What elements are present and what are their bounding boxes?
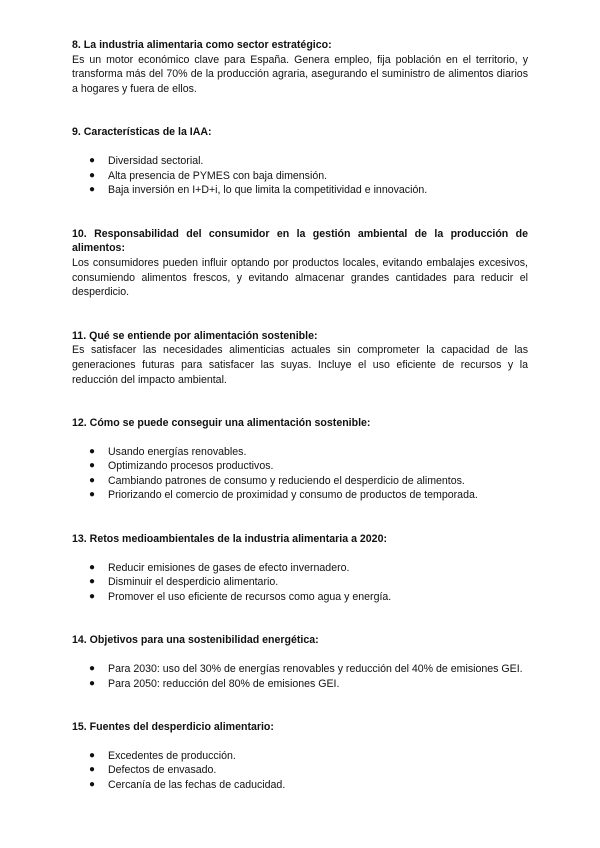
section-12	[72, 416, 528, 503]
bullet-icon: ●	[89, 576, 96, 588]
section-10	[72, 227, 528, 300]
list-item: ● Cambiando patrones de consumo y reduciendo el desperdicio de alimentos.	[89, 474, 465, 487]
list-item: ● Optimizando procesos productivos.	[89, 460, 274, 473]
list-item: ● Defectos de envasado.	[89, 764, 217, 777]
bullet-icon: ●	[89, 169, 96, 181]
list-item: ● Reducir emisiones de gases de efecto invernadero.	[89, 561, 350, 574]
list-item: ● Usando energías renovables.	[89, 445, 247, 458]
list-item: ● Alta presencia de PYMES con baja dimensión.	[89, 169, 328, 182]
bullet-list	[72, 154, 528, 198]
section-title: 12. Cómo se puede conseguir una alimentación sostenible:	[72, 417, 371, 430]
list-item: ● Cercanía de las fechas de caducidad.	[89, 779, 286, 791]
list-item: ● Excedentes de producción.	[89, 749, 236, 762]
bullet-icon: ●	[89, 561, 96, 573]
bullet-icon: ●	[89, 460, 96, 472]
list-item: ● Priorizando el comercio de proximidad y consumo de productos de temporada.	[89, 489, 478, 502]
section-paragraph: Es satisfacer las necesidades alimenticias actuales sin comprometer la capacidad de las generaciones futuras para satisfacer las suyas. Incluye el uso eficiente de recursos y la reducción del impacto ambiental.	[72, 344, 528, 386]
list-item: ● Disminuir el desperdicio alimentario.	[89, 576, 279, 589]
bullet-icon: ●	[89, 590, 96, 602]
list-item: ● Para 2050: reducción del 80% de emisiones GEI.	[89, 677, 340, 690]
section-14	[72, 633, 528, 691]
section-8	[72, 38, 528, 96]
section-title: 8. La industria alimentaria como sector estratégico:	[72, 39, 332, 51]
list-item: ● Baja inversión en I+D+i, lo que limita la competitividad e innovación.	[89, 184, 428, 197]
section-title: 9. Características de la IAA:	[72, 126, 212, 139]
bullet-icon: ●	[89, 677, 96, 689]
section-title: 10. Responsabilidad del consumidor en la gestión ambiental de la producción de alimentos:	[72, 227, 528, 255]
list-item: ● Promover el uso eficiente de recursos como agua y energía.	[89, 590, 392, 603]
bullet-list	[72, 445, 528, 503]
bullet-list	[72, 662, 528, 691]
section-paragraph: Los consumidores pueden influir optando por productos locales, evitando embalajes excesivos, consumiendo alimentos frescos, y evitando almacenar grandes cantidades para reducir el desperdicio.	[72, 256, 528, 299]
bullet-icon: ●	[89, 779, 96, 790]
section-13	[72, 532, 528, 604]
bullet-list	[72, 749, 528, 793]
bullet-list	[72, 561, 528, 605]
section-title: 15. Fuentes del desperdicio alimentario:	[72, 721, 274, 734]
bullet-icon: ●	[89, 749, 96, 761]
section-title: 13. Retos medioambientales de la industria alimentaria a 2020:	[72, 533, 387, 546]
section-11	[72, 329, 528, 387]
bullet-icon: ●	[89, 474, 96, 486]
bullet-icon: ●	[89, 663, 96, 675]
list-item: ● Diversidad sectorial.	[89, 154, 204, 167]
section-15	[72, 720, 528, 792]
bullet-icon: ●	[89, 445, 96, 457]
bullet-icon: ●	[89, 764, 96, 776]
section-paragraph: Es un motor económico clave para España. Genera empleo, fija población en el territorio, y transforma más del 70% de la producción agraria, asegurando el suministro de alimentos diarios a hogares y fuera de ellos.	[72, 53, 528, 95]
bullet-icon: ●	[89, 184, 96, 196]
list-item: ● Para 2030: uso del 30% de energías renovables y reducción del 40% de emisiones GEI.	[89, 663, 523, 676]
section-9	[72, 125, 528, 197]
section-title: 14. Objetivos para una sostenibilidad energética:	[72, 634, 319, 647]
section-title: 11. Qué se entiende por alimentación sostenible:	[72, 329, 318, 342]
bullet-icon: ●	[89, 154, 96, 166]
bullet-icon: ●	[89, 489, 96, 501]
